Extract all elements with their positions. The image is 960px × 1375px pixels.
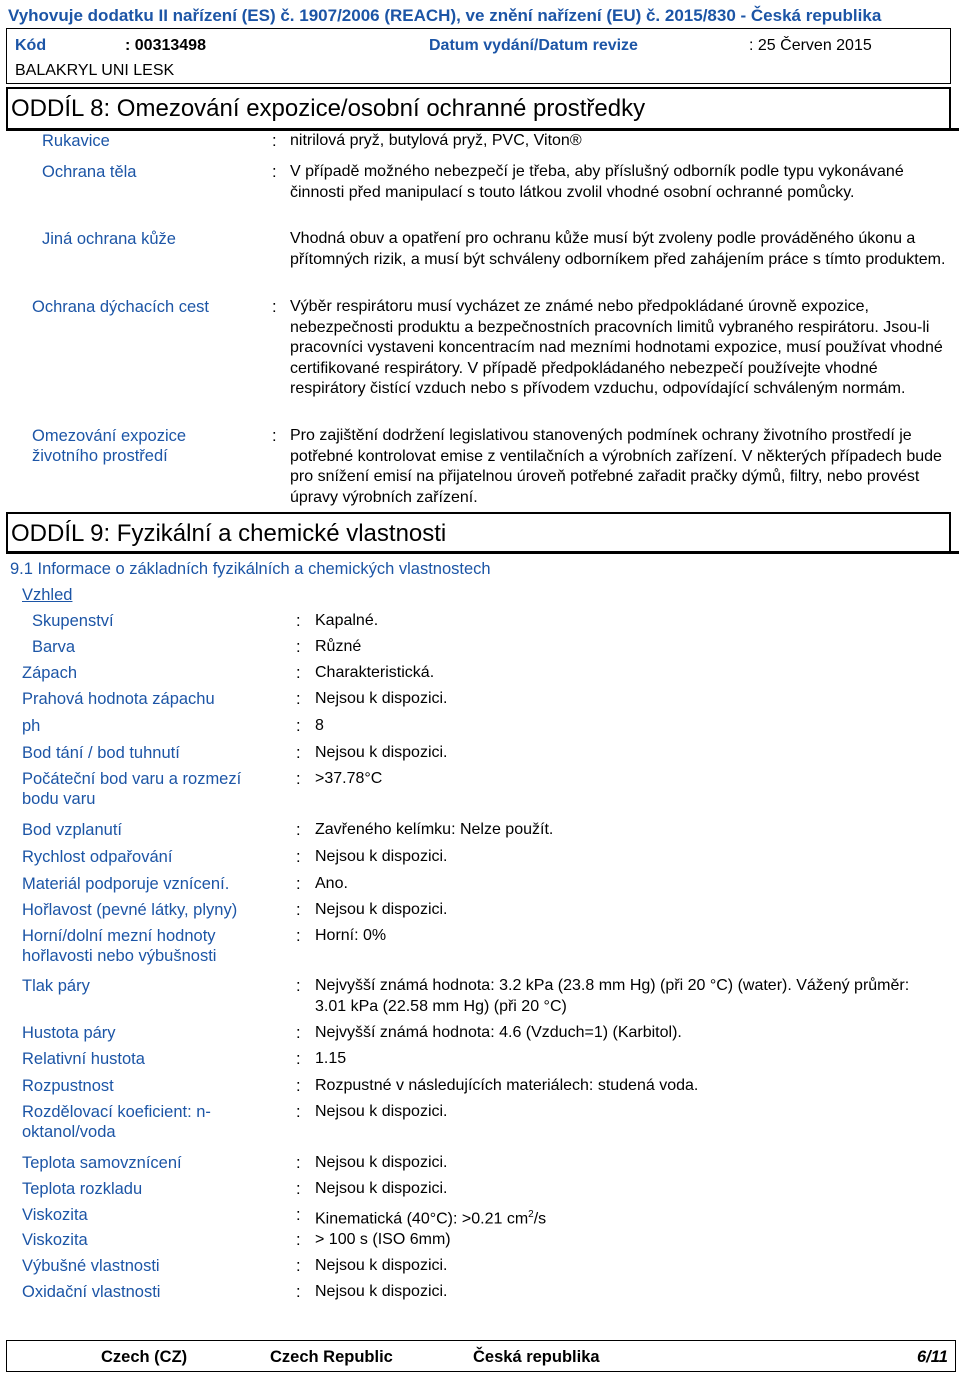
colon: : <box>296 1077 301 1095</box>
divider <box>6 551 959 554</box>
label-ph: ph <box>22 717 41 735</box>
value-other-skin-protection: Vhodná obuv a opatření pro ochranu kůže musí být zvoleny podle prováděného úkonu a přítomných rizik, a musí být schváleny odborníkem před zahájením práce s tímto produktem. <box>290 230 946 268</box>
code-value: : 00313498 <box>125 37 206 54</box>
label-decomposition-temperature: Teplota rozkladu <box>22 1180 143 1198</box>
label-vapor-density: Hustota páry <box>22 1024 116 1042</box>
colon: : <box>296 1283 301 1301</box>
colon: : <box>296 717 301 735</box>
value-decomposition-temperature: Nejsou k dispozici. <box>315 1180 448 1197</box>
colon: : <box>296 1206 301 1224</box>
label-vapor-pressure: Tlak páry <box>22 977 90 995</box>
value-autoignition-temperature: Nejsou k dispozici. <box>315 1154 448 1171</box>
colon: : <box>296 1103 301 1121</box>
label-supports-combustion: Materiál podporuje vznícení. <box>22 875 230 893</box>
label-boiling-point: Počáteční bod varu a rozmezí bodu varu <box>22 770 242 808</box>
section-9-header <box>6 512 951 554</box>
value-flash-point: Zavřeného kelímku: Nelze použít. <box>315 821 554 838</box>
date-value: : 25 Červen 2015 <box>749 37 872 54</box>
colon: : <box>296 1257 301 1275</box>
page-number: 6/11 <box>917 1348 948 1366</box>
label-odor-threshold: Prahová hodnota zápachu <box>22 690 215 708</box>
label-environmental-exposure: Omezování expozice životního prostředí <box>32 427 187 465</box>
label-color: Barva <box>32 638 76 656</box>
product-name: BALAKRYL UNI LESK <box>15 62 175 79</box>
colon: : <box>272 132 277 150</box>
label-respiratory-protection: Ochrana dýchacích cest <box>32 298 210 316</box>
value-odor-threshold: Nejsou k dispozici. <box>315 690 448 707</box>
colon: : <box>296 612 301 630</box>
document-title: Vyhovuje dodatku II nařízení (ES) č. 1907/2006 (REACH), ve znění nařízení (EU) č. 2015/830 - Česká republika <box>8 6 882 25</box>
value-viscosity-kinematic <box>315 1205 546 1230</box>
value-body-protection: V případě možného nebezpečí je třeba, aby příslušný odborník podle typu vykonávané činnosti před manipulací s touto látkou zvolil vhodné osobní ochranné pomůcky. <box>290 163 904 201</box>
value-color: Různé <box>315 638 362 655</box>
value-environmental-exposure: Pro zajištění dodržení legislativou stanovených podmínek ochrany životního prostředí je potřebné kontrolovat emise z ventilačních a výrobních zařízení. V některých případech bude pro snížení emisí na přijatelnou úroveň potřebné zařadit pračky dýmů, filtry, nebo provést úpravy výrobních zařízení. <box>290 427 942 506</box>
colon: : <box>296 744 301 762</box>
section-8-header <box>6 87 951 131</box>
section-8-title: ODDÍL 8: Omezování expozice/osobní ochranné prostředky <box>11 95 646 122</box>
label-autoignition-temperature: Teplota samovznícení <box>22 1154 182 1172</box>
footer-country-local: Česká republika <box>473 1348 600 1366</box>
value-solubility: Rozpustné v následujících materiálech: studená voda. <box>315 1077 699 1094</box>
value-evaporation-rate: Nejsou k dispozici. <box>315 848 448 865</box>
appearance-heading: Vzhled <box>22 586 73 604</box>
subsection-title: 9.1 Informace o základních fyzikálních a chemických vlastnostech <box>10 560 491 578</box>
document-header <box>6 28 951 84</box>
colon: : <box>296 1231 301 1249</box>
colon: : <box>296 977 301 995</box>
colon: : <box>272 298 277 316</box>
colon: : <box>296 848 301 866</box>
value-melting-point: Nejsou k dispozici. <box>315 744 448 761</box>
value-physical-state: Kapalné. <box>315 612 379 629</box>
value-gloves: nitrilová pryž, butylová pryž, PVC, Viton® <box>290 132 582 149</box>
colon: : <box>296 1154 301 1172</box>
viscosity-unit: /s <box>533 1210 547 1228</box>
colon: : <box>296 901 301 919</box>
section-9-title: ODDÍL 9: Fyzikální a chemické vlastnosti <box>11 520 447 547</box>
page-footer <box>6 1340 956 1372</box>
value-boiling-point: >37.78°C <box>315 770 383 787</box>
colon: : <box>296 690 301 708</box>
value-vapor-pressure: Nejvyšší známá hodnota: 3.2 kPa (23.8 mm Hg) (při 20 °C) (water). Vážený průměr: 3.01 kPa (22.58 mm Hg) (při 20 °C) <box>315 977 910 1015</box>
label-odor: Zápach <box>22 664 78 682</box>
label-partition-coefficient: Rozdělovací koeficient: n-oktanol/voda <box>22 1103 211 1141</box>
colon: : <box>272 163 277 181</box>
superscript: 2 <box>528 1209 534 1220</box>
label-gloves: Rukavice <box>42 132 110 150</box>
label-melting-point: Bod tání / bod tuhnutí <box>22 744 180 762</box>
date-label: Datum vydání/Datum revize <box>429 37 638 54</box>
footer-language: Czech (CZ) <box>101 1348 188 1366</box>
label-solubility: Rozpustnost <box>22 1077 114 1095</box>
colon: : <box>296 1180 301 1198</box>
label-other-skin-protection: Jiná ochrana kůže <box>42 230 176 248</box>
viscosity-text: Kinematická (40°C): >0.21 cm <box>315 1210 529 1228</box>
label-flash-point: Bod vzplanutí <box>22 821 122 839</box>
colon: : <box>296 638 301 656</box>
value-vapor-density: Nejvyšší známá hodnota: 4.6 (Vzduch=1) (Karbitol). <box>315 1024 682 1041</box>
label-explosive-properties: Výbušné vlastnosti <box>22 1257 160 1275</box>
colon: : <box>296 821 301 839</box>
value-explosive-properties: Nejsou k dispozici. <box>315 1257 448 1274</box>
value-respiratory-protection: Výběr respirátoru musí vycházet ze známé nebo předpokládané úrovně expozice, nebezpečnosti produktu a bezpečnostních pracovních limitů vybraného respirátoru. Jsou-li pracovníci vystaveni koncentracím nad mezními hodnotami expozice, musí používat vhodné certifikované respirátory. V případě předpokládaného nebezpečí používejte vhodné respirátory čistící vzduch nebo s přívodem vzduchu, odpovídající schváleným normám. <box>290 298 943 397</box>
code-label: Kód <box>15 37 47 54</box>
label-flammability: Hořlavost (pevné látky, plyny) <box>22 901 238 919</box>
colon: : <box>296 1050 301 1068</box>
label-viscosity: Viskozita <box>22 1206 88 1224</box>
value-odor: Charakteristická. <box>315 664 435 681</box>
colon: : <box>296 664 301 682</box>
colon: : <box>296 875 301 893</box>
label-evaporation-rate: Rychlost odpařování <box>22 848 173 866</box>
value-relative-density: 1.15 <box>315 1050 347 1067</box>
value-partition-coefficient: Nejsou k dispozici. <box>315 1103 448 1120</box>
label-body-protection: Ochrana těla <box>42 163 137 181</box>
label-viscosity: Viskozita <box>22 1231 88 1249</box>
label-oxidizing-properties: Oxidační vlastnosti <box>22 1283 161 1301</box>
value-flammability: Nejsou k dispozici. <box>315 901 448 918</box>
value-oxidizing-properties: Nejsou k dispozici. <box>315 1283 448 1300</box>
value-supports-combustion: Ano. <box>315 875 348 892</box>
label-explosive-limits: Horní/dolní mezní hodnoty hořlavosti nebo výbušnosti <box>22 927 217 965</box>
colon: : <box>296 927 301 945</box>
footer-country: Czech Republic <box>270 1348 393 1366</box>
colon: : <box>272 427 277 445</box>
label-physical-state: Skupenství <box>32 612 114 630</box>
label-relative-density: Relativní hustota <box>22 1050 145 1068</box>
colon: : <box>296 1024 301 1042</box>
value-viscosity-flow: > 100 s (ISO 6mm) <box>315 1231 451 1248</box>
colon: : <box>296 770 301 788</box>
value-explosive-limits: Horní: 0% <box>315 927 387 944</box>
value-ph: 8 <box>315 717 324 734</box>
